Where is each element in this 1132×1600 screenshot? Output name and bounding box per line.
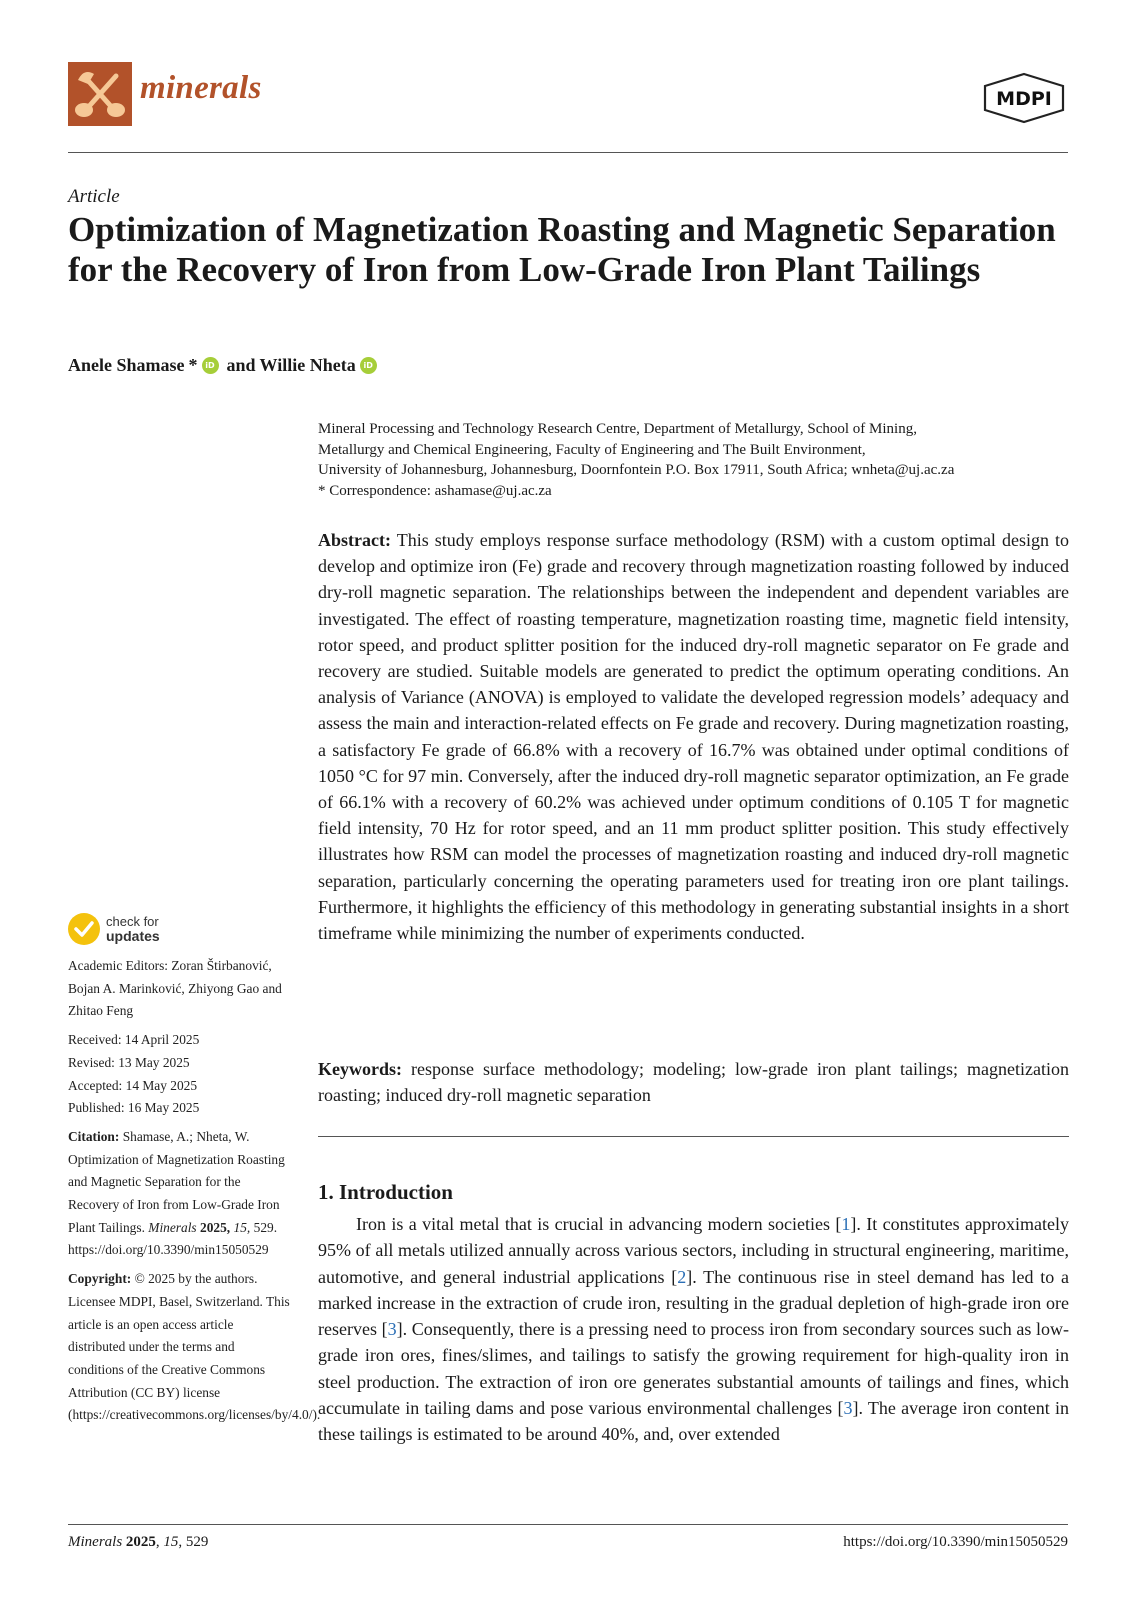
abstract-text: This study employs response surface methodology (RSM) with a custom optimal design to develop and optimize iron (Fe) grade and recovery through magnetization roasting followed by induced dry-roll magnetic separation. The relationships between the independent and dependent variables are investigated. The effect of roasting temperature, magnetization roasting time, magnetic field intensity, rotor speed, and product splitter position for the induced dry-roll magnetic separator on Fe grade and recovery are studied. Suitable models are generated to predict the optimum operating conditions. An analysis of Variance (ANOVA) is employed to validate the developed regression models’ adequacy and assess the main and interaction-related effects on Fe grade and recovery. During magnetization roasting, a satisfactory Fe grade of 66.8% with a recovery of 16.7% was obtained under optimal conditions of 1050 °C for 97 min. Conversely, after the induced dry-roll magnetic separator optimization, an Fe grade of 66.1% with a recovery of 60.2% was achieved under optimum conditions of 0.105 T for magnetic field intensity, 70 Hz for rotor speed, and an 11 mm product splitter position. This study effectively illustrates how RSM can model the processes of magnetization roasting and induced dry-roll magnetic separation, particularly concerning the operating parameters used for treating iron ore plant tailings. Furthermore, it highlights the efficiency of this methodology in generating substantial insights in a short timeframe while minimizing the number of experiments conducted. — [318, 530, 1069, 944]
author-name: Willie Nheta — [259, 355, 356, 375]
citation-link[interactable]: 1 — [841, 1214, 851, 1234]
authors-connector: and — [226, 355, 256, 375]
date-revised: Revised: 13 May 2025 — [68, 1054, 190, 1070]
footer-article-number: 529 — [185, 1534, 209, 1550]
section-divider — [318, 1136, 1069, 1137]
abstract — [318, 527, 1069, 946]
keywords-label: Keywords: — [318, 1059, 402, 1079]
corresponding-mark: * — [188, 355, 198, 375]
journal-name: minerals — [140, 70, 262, 106]
orcid-icon[interactable]: iD — [360, 357, 377, 374]
check-for-updates-button[interactable] — [68, 913, 160, 945]
check-updates-line1: check for — [106, 913, 159, 929]
footer-volume: 15 — [163, 1534, 179, 1550]
date-accepted: Accepted: 14 May 2025 — [68, 1077, 198, 1093]
citation-volume: 15, — [233, 1219, 251, 1235]
journal-logo-icon — [68, 62, 132, 126]
author-name: Anele Shamase — [68, 355, 185, 375]
affiliations — [318, 419, 1078, 501]
intro-paragraph — [318, 1211, 1069, 1448]
correspondence: * Correspondence: ashamase@uj.ac.za — [318, 482, 552, 499]
copyright-label: Copyright: — [68, 1271, 132, 1287]
orcid-icon[interactable]: iD — [202, 357, 219, 374]
abstract-label: Abstract: — [318, 530, 391, 550]
keywords-text: response surface methodology; modeling; low-grade iron plant tailings; magnetization roasting; induced dry-roll magnetic separation — [318, 1059, 1070, 1105]
citation-label: Citation: — [68, 1128, 120, 1144]
mdpi-logo-icon — [981, 72, 1067, 129]
citation-doi[interactable]: 529. https://doi.org/10.3390/min15050529 — [68, 1219, 278, 1258]
intro-text-segment: ]. The continuous rise in steel demand has led to a marked increase in the extraction of crude iron, resulting in the gradual depletion of high-grade iron ore reserves [ — [318, 1266, 1069, 1340]
citation-text: Shamase, A.; Nheta, W. Optimization of Magnetization Roasting and Magnetic Separation for the Recovery of Iron from Low-Grade Iron Plant Tailings. — [68, 1128, 285, 1235]
copyright-text: © 2025 by the authors. Licensee MDPI, Basel, Switzerland. This article is an open access article distributed under the terms and conditions of the Creative Commons Attribution (CC BY) license (https://creativecommons.org/licenses/by/4.0/). — [68, 1271, 321, 1423]
date-received: Received: 14 April 2025 — [68, 1032, 200, 1048]
copyright-block — [68, 1268, 321, 1427]
publisher-logo-text: MDPI — [996, 88, 1052, 110]
citation-link[interactable]: 3 — [843, 1398, 853, 1419]
citation-year: 2025, — [200, 1219, 231, 1235]
author-list — [68, 355, 377, 376]
check-updates-icon — [68, 913, 100, 945]
footer-citation: Minerals 2025, 15, 529 — [68, 1534, 209, 1550]
check-updates-line2: updates — [106, 927, 160, 944]
affiliation-line: Metallurgy and Chemical Engineering, Faculty of Engineering and The Built Environment, — [318, 441, 866, 458]
citation-block — [68, 1126, 293, 1262]
citation-link[interactable]: 3 — [387, 1319, 397, 1340]
article-title: Optimization of Magnetization Roasting and Magnetic Separation for the Recovery of Iron from Low-Grade Iron Plant Tailings — [68, 210, 1056, 289]
sidebar-metadata — [68, 955, 321, 1433]
footer-divider — [68, 1524, 1068, 1525]
footer-doi-link[interactable]: https://doi.org/10.3390/min15050529 — [843, 1534, 1068, 1550]
date-published: Published: 16 May 2025 — [68, 1100, 200, 1116]
intro-text-segment: ]. Consequently, there is a pressing need to process iron from secondary sources such as low-grade iron ores, fines/slimes, and tailings to satisfy the growing requirement for high-quality iron in steel production. The extraction of iron ore generates substantial amounts of tailings and fines, which accumulate in tailing dams and pose various environmental challenges [ — [318, 1319, 1069, 1419]
intro-text-segment: Iron is a vital metal that is crucial in advancing modern societies [ — [356, 1214, 842, 1234]
citation-journal: Minerals — [148, 1219, 197, 1235]
affiliation-line: Mineral Processing and Technology Research Centre, Department of Metallurgy, School of Mining, — [318, 421, 917, 437]
intro-text-segment: ]. It constitutes approximately 95% of all metals utilized annually across various sectors, including in structural engineering, maritime, automotive, and general industrial applications [ — [318, 1214, 1069, 1287]
footer-year: 2025 — [125, 1534, 156, 1550]
keywords — [318, 1056, 1069, 1108]
dates — [68, 1029, 293, 1120]
article-type: Article — [68, 186, 120, 207]
section-heading: 1. Introduction — [318, 1180, 453, 1204]
citation-link[interactable]: 2 — [677, 1266, 687, 1287]
affiliation-line: University of Johannesburg, Johannesburg, Doornfontein P.O. Box 17911, South Africa; wnheta@uj.ac.za — [318, 462, 955, 478]
intro-text-segment: ]. The average iron content in these tailings is estimated to be around 40%, and, over extended — [318, 1398, 1069, 1445]
header-divider — [68, 152, 1068, 153]
footer-journal: Minerals — [68, 1534, 123, 1550]
academic-editors: Academic Editors: Zoran Štirbanović, Bojan A. Marinković, Zhiyong Gao and Zhitao Feng — [68, 958, 282, 1019]
